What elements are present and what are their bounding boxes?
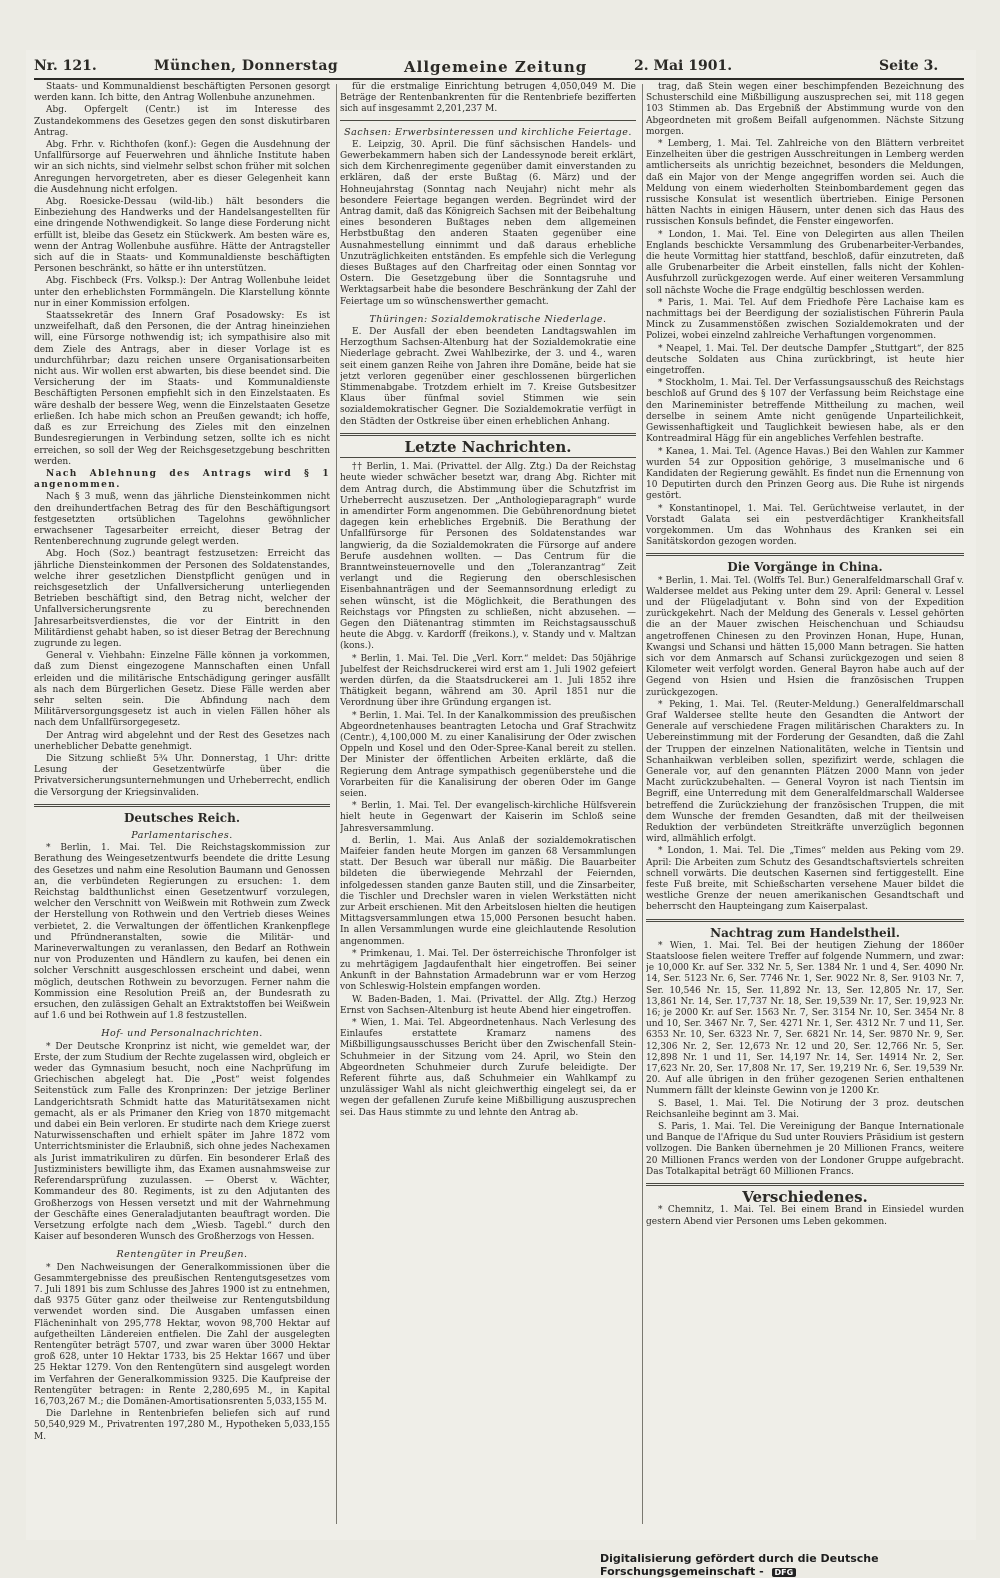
article-paragraph: * Wien, 1. Mai. Tel. Bei der heutigen Ziehung der 1860er Staatsloose fielen weitere Treffer auf folgende Nummern, und zwar: je 10,000 Kr. auf Ser. 332 Nr. 5, Ser. 1384 Nr. 1 und 4, Ser. 4090 Nr. 14, Ser. 5123 Nr. 6, Ser. 7746 Nr. 1, Ser. 9022 Nr. 8, Ser. 9103 Nr. 7, Ser. 10,546 Nr. 15, Ser. 11,892 Nr. 13, Ser. 12,805 Nr. 17, Ser. 13,861 Nr. 14, Ser. 17,737 Nr. 18, Ser. 19,539 Nr. 17, Ser. 19,923 Nr. 16; je 2000 Kr. auf Ser. 1563 Nr. 7, Ser. 3154 Nr. 10, Ser. 3454 Nr. 8 und 10, Ser. 3467 Nr. 7, Ser. 4271 Nr. 1, Ser. 4312 Nr. 7 und 11, Ser. 6353 Nr. 10, Ser. 6323 Nr. 7, Ser. 6821 Nr. 14, Ser. 9870 Nr. 9, Ser. 12,306 Nr. 2, Ser. 12,673 Nr. 12 und 20, Ser. 12,766 Nr. 5, Ser. 12,898 Nr. 1 und 11, Ser. 14,197 Nr. 14, Ser. 14914 Nr. 2, Ser. 17,623 Nr. 20, Ser. 17,808 Nr. 17, Ser. 19,219 Nr. 6, Ser. 19,539 Nr. 20. Auf alle übrigen in den früher gezogenen Serien enthaltenen Nummern fällt der kleinste Gewinn von je 1200 Kr. — [646, 940, 964, 1097]
article-paragraph: Der Antrag wird abgelehnt und der Rest des Gesetzes nach unerheblicher Debatte genehmigt. — [34, 730, 330, 752]
section-rule — [340, 457, 636, 458]
section-rule — [340, 120, 636, 121]
issue-number: Nr. 121. — [34, 58, 97, 74]
article-paragraph: †† Berlin, 1. Mai. (Privattel. der Allg. Ztg.) Da der Reichstag heute wieder schwächer besetzt war, drang Abg. Richter mit dem Antrag durch, die Abstimmung über die Schutzfrist im Urheberrecht auszusetzen. Der „Anthologieparagraph“ wurde in amendirter Form angenommen. Die Gebührenordnung bietet dagegen kein erhebliches Ergebniß. Die Berathung der Unfallfürsorge für Personen des Soldatenstandes war langwierig, da die Sozialdemokraten die Fürsorge auf andere Berufe ausdehnen wollten. — Das Centrum für die Branntweinsteuernovelle und den „Toleranzantrag“ Zeit verlangt und die Regierung den oberschlesischen Eisenbahnanträgen und der Seemannsordnung erledigt zu sehen wünscht, ist die Möglichkeit, die Berathungen des Reichstags vor Pfingsten zu schließen, nicht abzusehen. — Gegen den Diätenantrag stimmten im Reichstagsausschuß heute die Abgg. v. Kardorff (freikons.), v. Standy und v. Maltzan (kons.). — [340, 462, 636, 652]
article-paragraph: * Lemberg, 1. Mai. Tel. Zahlreiche von den Blättern verbreitet Einzelheiten über die gestrigen Ausschreitungen in Lemberg werden amtlicherseits als unrichtig bezeichnet, besonders die Meldungen, daß ein Major von der Menge angegriffen worden sei. Auch die Meldung von einem wiederholten Steinbombardement gegen das russische Konsulat ist wesentlich übertrieben. Einige Personen hätten Nachts in einigen Häusern, unter denen sich das Haus des russischen Konsuls befindet, die Fenster eingeworfen. — [646, 139, 964, 228]
article-paragraph: * Berlin, 1. Mai. Tel. (Wolffs Tel. Bur.) Generalfeldmarschall Graf v. Waldersee meldet aus Peking unter dem 29. April: General v. Lessel und der Flügeladjutant v. Bohn sind von der Expedition zurückgekehrt. Nach der Meldung des Generals v. Lessel gehörten die an der Mauer zwischen Heischenchuan und Schiaudsu angetroffenen Chinesen zu den Provinzen Honan, Hupe, Hunan, Kwangsi und Schansi und hätten 15,000 Mann betragen. Sie hatten sich vor dem Anmarsch auf Schansi zurückgezogen und seien 8 Kilometer weit verfolgt worden. General Bayron habe auch auf der Gegend von Hsien und Hsien die französischen Truppen zurückgezogen. — [646, 575, 964, 698]
article-paragraph: Abg. Opfergelt (Centr.) ist im Interesse des Zustandekommens des Gesetzes gegen den sonst diskutirbaren Antrag. — [34, 105, 330, 138]
article-paragraph: * Peking, 1. Mai. Tel. (Reuter-Meldung.) Generalfeldmarschall Graf Waldersee stellte heute den Gesandten die Antwort der Generale auf verschiedene Fragen militärischen Charakters zu. In Uebereinstimmung mit der Forderung der Gesandten, daß die Zahl der Truppen der einzelnen Nationalitäten, welche in Tientsin und Schanhaikwan verbleiben sollen, spezifizirt werde, schlagen die Generale vor, auf den genannten Plätzen 2000 Mann von jeder Macht zurückzubehalten. — General Voyron ist nach Tientsin im Begriff, eine Unterredung mit dem Generalfeldmarschall Waldersee betreffend die Zurückziehung der französischen Truppen, die mit dem Wunsche der fremden Gesandten, daß mit der theilweisen Reduktion der verbündeten Streitkräfte unverzüglich begonnen wird, allmählich erfolgt. — [646, 699, 964, 845]
section-heading: Nachtrag zum Handelstheil. — [710, 925, 900, 940]
section-rule — [646, 1183, 964, 1186]
article-paragraph: d. Berlin, 1. Mai. Aus Anlaß der sozialdemokratischen Maifeier fanden heute Morgen im ganzen 68 Versammlungen statt. Der Besuch war überall nur mäßig. Die Bauarbeiter bildeten die überwiegende Mehrzahl der Feiernden, infolgedessen standen ganze Bauten still, und die Zinsarbeiter, die Tischler und Drechsler waren in vielen Werkstätten nicht zur Arbeit erschienen. Mit den Arbeitslosen hielten die heutigen Mittagsversammlungen etwa 15,000 Personen besucht haben. In allen Versammlungen wurde eine gleichlautende Resolution angenommen. — [340, 835, 636, 947]
section-rule — [340, 433, 636, 436]
article-paragraph: General v. Viehbahn: Einzelne Fälle können ja vorkommen, daß zum Dienst eingezogene Mannschaften einen Unfall erleiden und die militärische Entschädigung geringer ausfällt als nach dem Bürgerlichen Gesetz. Diese Fälle werden aber sehr selten sein. Die Abfindung nach dem Militärversorgungsgesetz ist auch in vielen Fällen höher als nach dem Unfallfürsorgegesetz. — [34, 651, 330, 729]
masthead — [34, 56, 964, 78]
article-paragraph: E. Leipzig, 30. April. Die fünf sächsischen Handels- und Gewerbekammern haben sich der Landessynode bereit erklärt, sich dem Kirchenregimente gegenüber damit einverstanden zu erklären, daß der erste Bußtag (6. März) und der Hohneujahrstag (Sonntag nach Neujahr) nicht mehr als besondere Feiertage begangen werden. Begründet wird der Antrag damit, daß das Königreich Sachsen mit der Beibehaltung eines besonderen Bußtages neben dem allgemeinen Herbstbußtag den anderen Staaten gegenüber eine Ausnahmestellung einnimmt und daß daraus erhebliche Unzuträglichkeiten entständen. Es empfehle sich die Verlegung dieses Bußtages auf den Charfreitag oder einen Sonntag vor Ostern. Die Gesetzgebung über die Sonntagsruhe und Werktagsarbeit habe die besondere Beschränkung der Zahl der Feiertage um so wünschenswerther gemacht. — [340, 139, 636, 307]
subsection-heading: Rentengüter in Preußen. — [116, 1249, 248, 1261]
article-paragraph: Die Sitzung schließt 5¾ Uhr. Donnerstag, 1 Uhr: dritte Lesung der Gesetzentwürfe über die Privatversicherungsunternehmungen und Urheberrecht, endlich die Versorgung der Kriegsinvaliden. — [34, 753, 330, 798]
article-paragraph: Nach § 3 muß, wenn das jährliche Diensteinkommen nicht den dreihundertfachen Betrag des für den Beschäftigungsort festgesetzten ortsüblichen Tagelohns gewöhnlicher erwachsener Tagesarbeiter erreicht, dieser Betrag der Rentenberechnung zugrunde gelegt werden. — [34, 492, 330, 548]
article-paragraph: * Berlin, 1. Mai. Tel. Der evangelisch-kirchliche Hülfsverein hielt heute in Gegenwart der Kaiserin im Schloß seine Jahresversammlung. — [340, 801, 636, 834]
article-paragraph: * London, 1. Mai. Tel. Eine von Delegirten aus allen Theilen Englands beschickte Versammlung des Grubenarbeiter-Verbandes, die heute Vormittag hier stattfand, beschloß, dafür einzutreten, daß alle Grubenarbeiter die Arbeit einstellen, falls nicht der Kohlen-Ausfuhrzoll zurückgezogen werde. Auf einer weiteren Versammlung soll nächste Woche die Frage endgültig beschlossen werden. — [646, 229, 964, 296]
article-paragraph: * Berlin, 1. Mai. Tel. Die Reichstagskommission zur Berathung des Weingesetzentwurfs beendete die dritte Lesung des Gesetzes und nahm eine Resolution Baumann und Genossen an, die verbündeten Regierungen zu ersuchen: 1. dem Reichstag baldthunlichst einen Gesetzentwurf vorzulegen, welcher den Verschnitt von Weißwein mit Rothwein zum Zweck der Herstellung von Rothwein und den Vertrieb dieses Weines verbietet, 2. die Verwaltungen der öffentlichen Krankenpflege und Pfründneranstalten, sowie die Militär- und Marineverwaltungen zu veranlassen, den Bedarf an Rothwein nur von Produzenten und Händlern zu kaufen, bei denen ein solcher Verschnitt ausgeschlossen erscheint und dabei, wenn möglich, deutschen Rothwein zu bevorzugen. Ferner nahm die Kommission eine Resolution Preiß an, der Bundesrath zu ersuchen, den zulässigen Gehalt an Extraktstoffen bei Weißwein auf 1.6 und bei Rothwein auf 1.8 festzustellen. — [34, 843, 330, 1022]
city-day: München, Donnerstag — [154, 58, 339, 74]
digitization-credit — [600, 1552, 990, 1578]
article-paragraph: * Paris, 1. Mai. Tel. Auf dem Friedhofe Père Lachaise kam es nachmittags bei der Beerdigung der sozialistischen Führerin Paula Minck zu Zusammenstößen zwischen Sozialdemokraten und der Polizei, wobei einzelnd zahlreiche Verhaftungen vorgenommen. — [646, 297, 964, 342]
article-paragraph: Abg. Roesicke-Dessau (wild-lib.) hält besonders die Einbeziehung des Handwerks und der Handelsangestellten für eine dringende Nothwendigkeit. So lange diese Forderung nicht erfüllt ist, bleibe das Gesetz ein Stückwerk. Am besten wäre es, wenn der Antrag Wollenbuhe ausführe. Hätte der Antragsteller sich auf die in Staats- und Kommunaldienste beschäftigten Personen beschränkt, so hätte er ihn unterstützen. — [34, 197, 330, 275]
article-paragraph: * Primkenau, 1. Mai. Tel. Der österreichische Thronfolger ist zu mehrtägigem Jagdaufenthalt hier eingetroffen. Bei seiner Ankunft in der Bahnstation Armadebrunn war er vom Herzog von Schleswig-Holstein empfangen worden. — [340, 948, 636, 993]
section-rule — [646, 919, 964, 922]
column-2 — [340, 82, 636, 1532]
issue-date: 2. Mai 1901. — [634, 58, 733, 74]
article-paragraph: W. Baden-Baden, 1. Mai. (Privattel. der Allg. Ztg.) Herzog Ernst von Sachsen-Altenburg ist heute Abend hier eingetroffen. — [340, 994, 636, 1016]
column-1 — [34, 82, 330, 1532]
subsection-heading: Hof- und Personalnachrichten. — [101, 1028, 263, 1040]
masthead-rule — [34, 78, 964, 80]
dfg-logo: DFG — [772, 1568, 797, 1577]
article-paragraph: * Berlin, 1. Mai. Tel. In der Kanalkommission des preußischen Abgeordnetenhauses beantragten Letocha und Graf Strachwitz (Centr.), 4,100,000 M. zu einer Kanalisirung der Oder zwischen Oppeln und Kosel und den Oder-Spree-Kanal bereit zu stellen. Der Minister der öffentlichen Arbeiten erklärte, daß die Regierung dem Antrage sympathisch gegenüberstehe und die Vorarbeiten für die Kanalisirung der oberen Oder im Gange seien. — [340, 710, 636, 799]
column-divider — [336, 84, 337, 1524]
section-heading: Letzte Nachrichten. — [404, 437, 572, 456]
article-paragraph: * Kanea, 1. Mai. Tel. (Agence Havas.) Bei den Wahlen zur Kammer wurden 54 zur Opposition gehörige, 3 muselmanische und 6 Kandidaten der Regierung gewählt. Es findet nun die Ernennung von 10 Deputirten durch den Prinzen Georg aus. Die Ruhe ist nirgends gestört. — [646, 446, 964, 502]
article-paragraph: * Den Nachweisungen der Generalkommissionen über die Gesammtergebnisse des preußischen Rentengutsgesetzes vom 7. Juli 1891 bis zum Schlusse des Jahres 1900 ist zu entnehmen, daß 9375 Güter ganz oder theilweise zur Rentengutsbildung verwendet worden sind. Die Ausgaben umfassen einen Flächeninhalt von 295,778 Hektar, wovon 98,700 Hektar auf aufgetheilten Ländereien entfielen. Die Zahl der ausgelegten Rentengüter beträgt 5707, und zwar waren über 3000 Hektar groß 628, unter 10 Hektar 1733, bis 25 Hektar 1667 und über 25 Hektar 1279. Von den Rentengütern sind ausgelegt worden im Verfahren der Generalkommission 9325. Die Kaufpreise der Rentengüter betragen: in Rente 2,280,695 M., in Kapital 16,703,267 M.; die Domänen-Amortisationsrenten 5,033,155 M. — [34, 1262, 330, 1407]
section-heading: Deutsches Reich. — [123, 810, 241, 825]
article-paragraph: Abg. Fischbeck (Frs. Volksp.): Der Antrag Wollenbuhe leidet unter den erheblichsten Formmängeln. Die Klarstellung könnte nur in einer Kommission erfolgen. — [34, 276, 330, 309]
article-paragraph: * Konstantinopel, 1. Mai. Tel. Gerüchtweise verlautet, in der Vorstadt Galata sei ein pestverdächtiger Krankheitsfall vorgekommen. Um das Wohnhaus des Kranken sei ein Sanitätskordon gezogen worden. — [646, 503, 964, 548]
article-paragraph: * Chemnitz, 1. Mai. Tel. Bei einem Brand in Einsiedel wurden gestern Abend vier Personen ums Leben gekommen. — [646, 1205, 964, 1227]
page-number: Seite 3. — [879, 58, 939, 74]
subsection-heading: Parlamentarisches. — [131, 830, 233, 841]
article-paragraph: S. Paris, 1. Mai. Tel. Die Vereinigung der Banque Internationale und Banque de l'Afrique du Sud unter Rouviers Präsidium ist gestern vollzogen. Die Banken übernehmen je 20 Millionen Francs, weitere 20 Millionen Francs werden von der Londoner Gruppe aufgebracht. Das Totalkapital beträgt 60 Millionen Francs. — [646, 1122, 964, 1177]
article-paragraph: für die erstmalige Einrichtung betrugen 4,050,049 M. Die Beträge der Rentenbankrenten für die Rentenbriefe bezifferten sich auf insgesammt 2,201,237 M. — [340, 82, 636, 115]
section-rule — [34, 804, 330, 807]
article-paragraph: E. Der Ausfall der eben beendeten Landtagswahlen im Herzogthum Sachsen-Altenburg hat der Sozialdemokratie eine Niederlage gebracht. Zwei Wahlbezirke, der 3. und 4., waren seit einem ganzen Reihe von Jahren ihre Domäne, beide hat sie jetzt verloren gegenüber einer geschlossenen bürgerlichen Stimmenabgabe. Trotzdem erhielt im 7. Kreise Gutsbesitzer Klaus über fünfmal soviel Stimmen wie sein sozialdemokratischer Gegner. Die Sozialdemokratie verfügt in den Städten der Ostkreise über einen erheblichen Anhang. — [340, 327, 636, 427]
column-3 — [646, 82, 964, 1532]
article-paragraph: * Stockholm, 1. Mai. Tel. Der Verfassungsausschuß des Reichstags beschloß auf Grund des § 107 der Verfassung beim Reichstage eine den Marineminister betreffende Mittheilung zu machen, weil derselbe in seinem Amte nicht genügende Unparteilichkeit, Gewissenhaftigkeit und Tauglichkeit bewiesen habe, als er den Kontreadmiral Hägg für ein angebliches Verfehlen bestrafte. — [646, 378, 964, 445]
article-paragraph: * Berlin, 1. Mai. Tel. Die „Verl. Korr.“ meldet: Das 50jährige Jubelfest der Reichsdruckerei wird erst am 1. Juli 1902 gefeiert werden dürfen, da die Staatsdruckerei am 1. Juli 1852 ihre Thätigkeit begann, während am 30. April 1851 nur die Verordnung über ihre Gründung ergangen ist. — [340, 653, 636, 709]
article-paragraph: trag, daß Stein wegen einer beschimpfenden Bezeichnung des Schusterschild eine Mißbilligung auszusprechen sei, mit 118 gegen 103 Stimmen ab. Das Ergebniß der Abstimmung wurde von den Abgeordneten mit großem Beifall aufgenommen. Nächste Sitzung morgen. — [646, 82, 964, 137]
article-paragraph: Abg. Hoch (Soz.) beantragt festzusetzen: Erreicht das jährliche Diensteinkommen der Personen des Soldatenstandes, welche ihrer gesetzlichen Dienstpflicht genügen und in reichsgesetzlich der Unfallversicherung unterliegenden Betrieben beschäftigt sind, den Betrag nicht, welcher der Unfallversicherungsrente zu berechnenden Jahresarbeitsverdienstes, die vor der Eintritt in den Militärdienst gehabt haben, so ist dieser Betrag der Berechnung zugrunde zu legen. — [34, 549, 330, 649]
subsection-heading: Sachsen: Erwerbsinteressen und kirchliche Feiertage. — [344, 126, 632, 138]
article-paragraph: Staats- und Kommunaldienst beschäftigten Personen gesorgt werden kann. Ich bitte, den Antrag Wollenbuhe anzunehmen. — [34, 82, 330, 104]
article-paragraph: Staatssekretär des Innern Graf Posadowsky: Es ist unzweifelhaft, daß den Personen, die der Antrag hineinziehen will, eine Fürsorge nothwendig ist; ich sympathisire also mit dem Ziele des Antrags, aber in dieser Vorlage ist es undurchführbar; dazu reichen unsere Organisationsarbeiten nicht aus. Wir wollen erst abwarten, bis diese beendet sind. Die Versicherung der im Staats- und Kommunaldienste Beschäftigten Personen empfiehlt sich in den Einzelstaaten. Es wäre deshalb der bessere Weg, wenn die Einzelstaaten Gesetze erließen. Ich habe mich schon an Preußen gewandt; ich hoffe, daß es zur Erreichung des Zieles mit den einzelnen Bundesregierungen in Verbindung setzen, sollte ich es nicht erreichen, so soll der Weg der Reichsgesetzgebung beschritten werden. — [34, 311, 330, 467]
article-paragraph: * London, 1. Mai. Tel. Die „Times“ melden aus Peking vom 29. April: Die Arbeiten zum Schutz des Gesandtschaftsviertels schreiten schnell vorwärts. Die deutschen Kasernen sind fertiggestellt. Eine feste Fuß breite, mit Schießscharten versehene Mauer bildet die westliche Grenze der neuen amerikanischen Gesandtschaft und beherrscht den Haupteingang zum Kaiserpalast. — [646, 846, 964, 913]
section-heading: Die Vorgänge in China. — [727, 560, 883, 575]
article-paragraph: Nach Ablehnung des Antrags wird § 1 angenommen. — [34, 468, 330, 491]
credit-text: Digitalisierung gefördert durch die Deutsche Forschungsgemeinschaft - — [600, 1552, 879, 1578]
section-rule — [646, 553, 964, 556]
newspaper-title: Allgemeine Zeitung — [404, 58, 588, 76]
section-heading: Verschiedenes. — [742, 1188, 868, 1207]
article-paragraph: Abg. Frhr. v. Richthofen (konf.): Gegen die Ausdehnung der Unfallfürsorge auf Feuerwehren und ähnliche Institute haben wir an sich nichts, sind vielmehr selbst schon früher mit solchen Anregungen hervorgetreten, aber es dieser Gelegenheit kann die Ausdehnung nicht erfolgen. — [34, 140, 330, 195]
article-paragraph: * Neapel, 1. Mai. Tel. Der deutsche Dampfer „Stuttgart“, der 825 deutsche Soldaten aus China zurückbringt, ist heute hier eingetroffen. — [646, 343, 964, 377]
article-paragraph: * Der Deutsche Kronprinz ist nicht, wie gemeldet war, der Erste, der zum Studium der Rechte zugelassen wird, obgleich er weder das Gymnasium besucht, noch eine Nachprüfung im Griechischen abgelegt hat. Die „Post“ weist folgendes Seitenstück zum Falle des Kronprinzen: Der jetzige Berliner Landgerichtsrath Schmidt hatte das Maturitätsexamen nicht gemacht, als er als Primaner den Krieg von 1870 mitgemacht und dabei ein Bein verloren. Er studirte nach dem Kriege zuerst Naturwissenschaften und erhielt später im Jahre 1872 vom Unterrichtsminister die Erlaubniß, sich ohne jedes Nachexamen als Jurist immatrikuliren zu dürfen. Ein besonderer Erlaß des Justizministers bewilligte ihm, das Examen ausnahmsweise zur Referendarsprüfung zuzulassen. — Oberst v. Wächter, Kommandeur des 80. Regiments, ist zu den Adjutanten des Großherzogs von Hessen versetzt und mit der Wahrnehmung der Geschäfte eines Generaladjutanten beauftragt worden. Die Versetzung erfolgte nach dem „Wiesb. Tagebl.“ durch den Kaiser auf besonderen Wunsch des Großherzogs von Hessen. — [34, 1041, 330, 1243]
article-paragraph: * Wien, 1. Mai. Tel. Abgeordnetenhaus. Nach Verlesung des Einlaufes erstattete Kramarz namens des Mißbilligungsausschusses Bericht über den Zwischenfall Stein-Schuhmeier in der Sitzung vom 24. April, wo Stein den Abgeordneten Schuhmeier durch Zurufe beleidigte. Der Referent führte aus, daß Schuhmeier ein Wahlkampf zu unzulässiger Wahl als nicht gleichwerthig eingelegt sei, da er wegen der gefallenen Zurufe keine Mißbilligung auszusprechen sei. Das Haus stimmte zu und lehnte den Antrag ab. — [340, 1018, 636, 1118]
article-paragraph: Die Darlehne in Rentenbriefen beliefen sich auf rund 50,540,929 M., Privatrenten 197,280 M., Hypotheken 5,033,155 M. — [34, 1409, 330, 1442]
subsection-heading: Thüringen: Sozialdemokratische Niederlage. — [369, 313, 607, 325]
column-divider — [642, 84, 643, 1524]
article-paragraph: S. Basel, 1. Mai. Tel. Die Notirung der 3 proz. deutschen Reichsanleihe beginnt am 3. Mai. — [646, 1098, 964, 1120]
